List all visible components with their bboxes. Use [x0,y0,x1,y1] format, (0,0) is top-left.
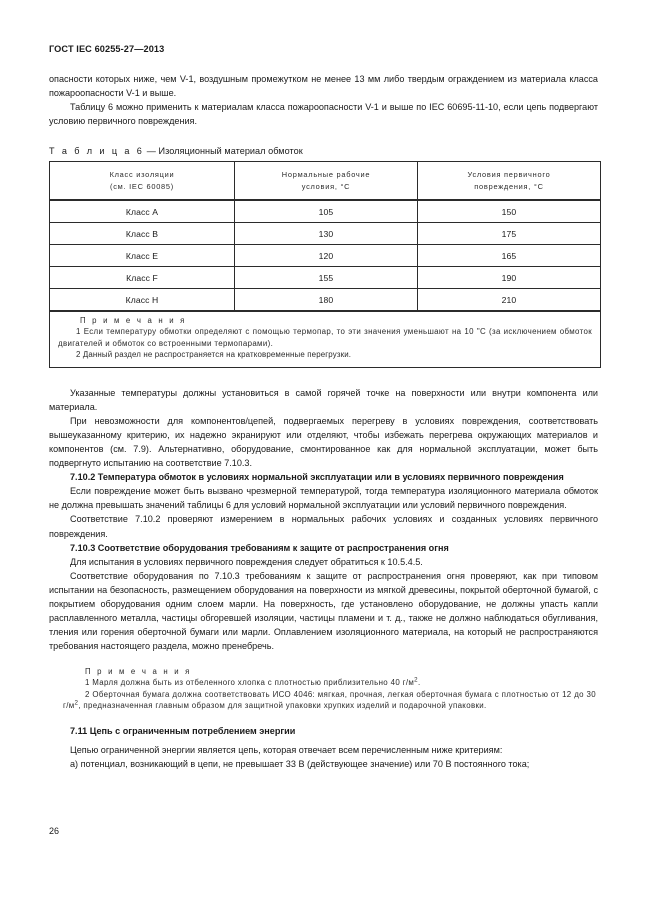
table-header-cell-normal [235,162,418,201]
cell-normal: 120 [235,245,418,267]
table-note-2: 2 Данный раздел не распространяется на кратковременные перегрузки. [76,350,352,360]
section-7-11-paragraph-1: Цепью ограниченной энергии является цепь, которая отвечает всем перечисленным ниже критериям: [70,744,503,755]
cell-fault: 150 [418,200,601,223]
body-paragraph-7: Для испытания в условиях первичного повреждения следует обратиться к 10.5.4.5. [70,556,423,567]
cell-class: Класс B [50,223,235,245]
note-1-tail: . [417,678,421,688]
note-2-superscript: 2 [74,699,79,707]
cell-normal: 130 [235,223,418,245]
cell-fault: 210 [418,289,601,312]
note-2-text: 2 Оберточная бумага должна соответствовать ИСО 4046: мягкая, прочная, легкая оберточная бумага с плотностью от 12 до 30 г/м [63,689,596,711]
body-paragraph-3: Указанные температуры должны установиться в самой горячей точке на поверхности или внутри компонента или материала. [49,387,598,412]
table-header-cell-fault [418,162,601,201]
document-header-title: ГОСТ IEC 60255-27—2013 [49,44,165,54]
cell-fault: 165 [418,245,601,267]
table-header-class-line-2: (см. IEC 60085) [110,181,174,191]
spacer [49,712,598,724]
table-row [50,223,601,245]
intro-paragraph-1: опасности которых ниже, чем V-1, воздушным промежутком не менее 13 мм либо твердым ограждением из материала класса пожароопасности V-1 и выше. [49,74,598,99]
body-paragraph-6: Соответствие 7.10.2 проверяют измерением в нормальных рабочих условиях и созданных условиях первичного повреждения. [49,514,598,539]
table-6-body [50,200,601,367]
table-6-insulation-material [49,161,601,367]
table-row [50,289,601,312]
table-header-cell-class [50,162,235,201]
notes-block [49,667,598,711]
table-row [50,267,601,289]
spacer [49,128,598,146]
cell-normal: 180 [235,289,418,312]
section-heading-7-10-3: 7.10.3 Соответствие оборудования требованиям к защите от распространения огня [70,542,449,553]
table-notes-row [50,311,601,367]
table-6-head [50,162,601,201]
table-notes-cell [50,311,601,367]
note-1-text: 1 Марля должна быть из отбеленного хлопка с плотностью приблизительно 40 г/м [85,678,415,688]
page-content [49,44,598,771]
table-header-row [50,162,601,201]
note-2-tail: , предназначенная главным образом для защитной упаковки хрупких изделий и подарочной упаковки. [78,701,487,711]
table-header-fault-line-1: Условия первичного [467,169,551,179]
body-paragraph-5: Если повреждение может быть вызвано чрезмерной температурой, тогда температура изоляционного материала обмоток не должна превышать значений таблицы 6 для условий нормальной эксплуатации или условий первичного повреждения. [49,486,598,511]
table-header-normal-line-1: Нормальные рабочие [281,169,371,179]
body-paragraph-4: При невозможности для компонентов/цепей, подвергаемых перегреву в условиях повреждения, соответствовать вышеуказанному критерию, их надежно экранируют или отделяют, чтобы избежать перегрева окружающих материалов и компонентов (см. 7.9). Альтернативно, оборудование, смонтированное как для нормальной эксплуатации, может быть подвергнуто испытанию на соответствие 7.10.3. [49,415,598,469]
notes-block-note-2 [49,689,598,712]
table-notes-title: П р и м е ч а н и я [80,316,187,326]
table-6-caption-text: — Изоляционный материал обмоток [146,146,303,157]
notes-block-note-1 [49,677,598,688]
note-1-superscript: 2 [414,676,418,684]
section-7-11-item-a: а) потенциал, возникающий в цепи, не превышает 33 В (действующее значение) или 70 В постоянного тока; [70,758,530,769]
table-6-caption [49,146,598,156]
table-header-fault-line-2: повреждения, °С [474,181,544,191]
body-paragraph-8: Соответствие оборудования по 7.10.3 требованиям к защите от распространения огня проверяют, как при типовом испытании на безопасность, размещением оборудования на поверхности из мягкой древесины, покрытой оберточной бумагой, с покрытием оборудования одним слоем марли. На поверхность, где установлено оборудование, не должны упасть капли расплавленного металла, частицы обгоревшей изоляции, частицы пламени и т. д., также не должно наблюдаться обугливания, тления или горения оберточной бумаги или марли. Оплавлением изоляционного материала, на который не распространяются требования настоящего раздела, можно пренебречь. [49,570,598,652]
table-6-caption-label: Т а б л и ц а 6 [49,146,145,157]
cell-normal: 105 [235,200,418,223]
intro-paragraph-2: Таблицу 6 можно применить к материалам класса пожароопасности V-1 и выше по IEC 60695-11-10, если цепь подвергают условию первичного повреждения. [49,102,598,127]
page-number: 26 [49,826,60,836]
section-heading-7-10-2: 7.10.2 Температура обмоток в условиях нормальной эксплуатации или в условиях первичного повреждения [70,472,564,483]
cell-class: Класс H [50,289,235,312]
cell-normal: 155 [235,267,418,289]
cell-fault: 175 [418,223,601,245]
table-note-1: 1 Если температуру обмотки определяют с помощью термопар, то эти значения уменьшают на 10 "С (за исключением обмоток двигателей и обмоток со встроенными термопарами). [58,327,592,348]
cell-class: Класс F [50,267,235,289]
table-header-normal-line-2: условия, °С [301,181,351,191]
section-heading-7-11: 7.11 Цепь с ограниченным потреблением энергии [70,725,296,736]
table-row [50,200,601,223]
notes-block-title: П р и м е ч а н и я [85,667,192,677]
cell-class: Класс E [50,245,235,267]
table-header-class-line-1: Класс изоляции [109,169,175,179]
cell-fault: 190 [418,267,601,289]
table-row [50,245,601,267]
cell-class: Класс A [50,200,235,223]
spacer [49,368,598,386]
